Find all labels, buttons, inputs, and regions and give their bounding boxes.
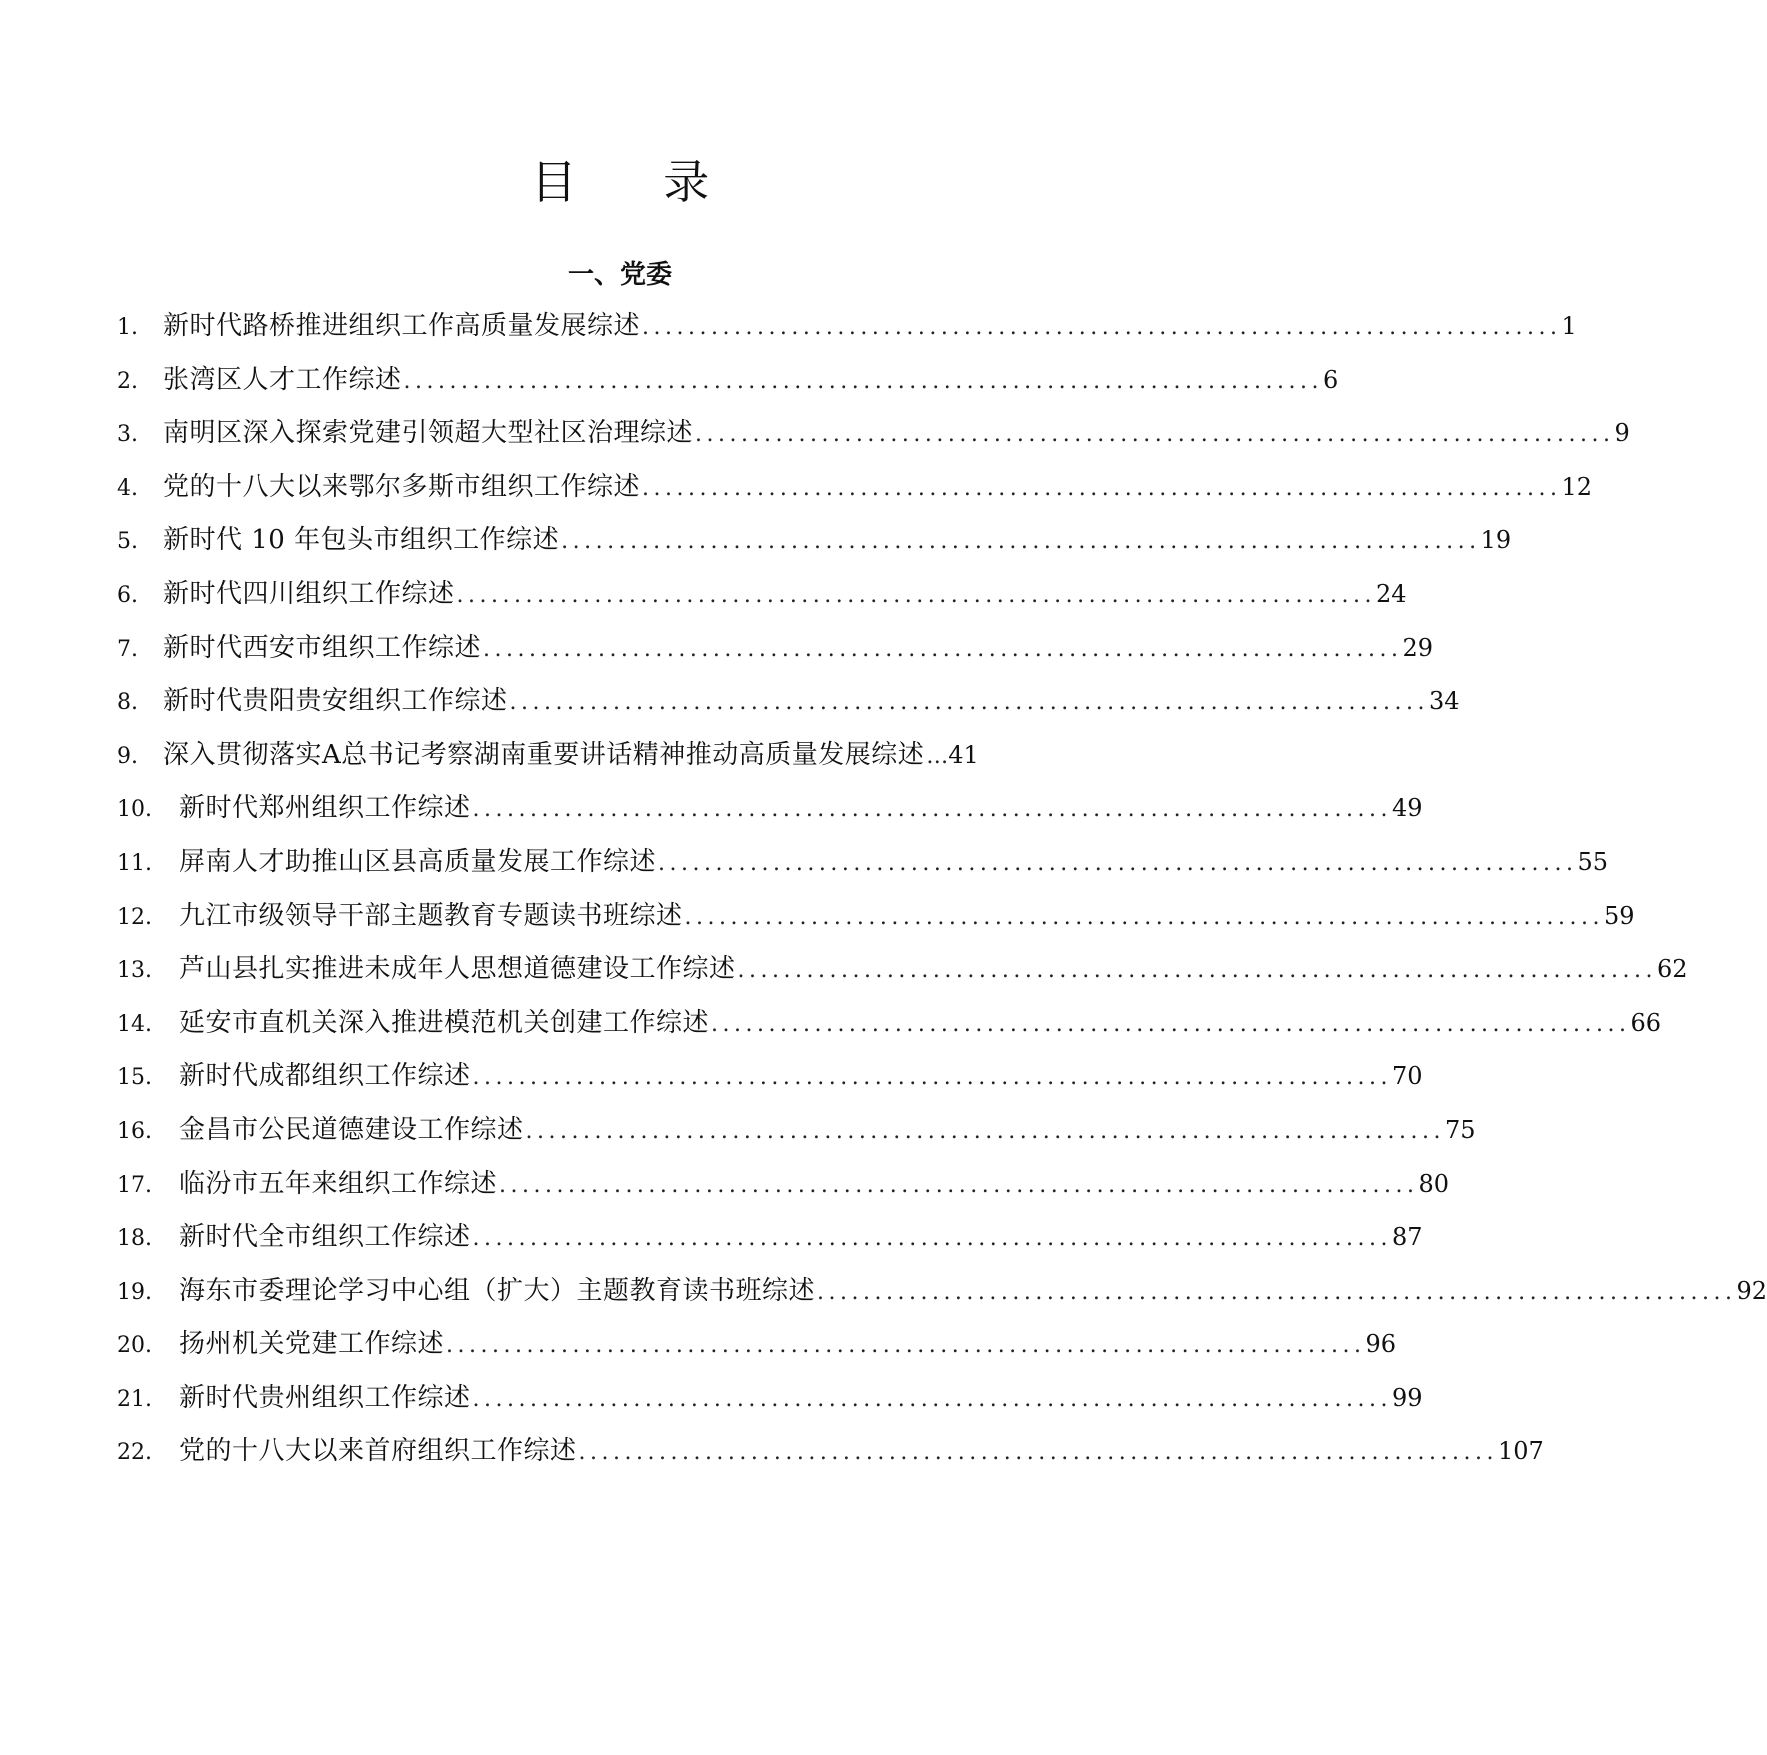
toc-entry-title: 党的十八大以来首府组织工作综述 — [179, 1436, 577, 1467]
toc-entry-page-number: 66 — [1630, 1008, 1662, 1037]
dot-leader: ................................................................................ — [642, 475, 1562, 501]
toc-entry[interactable] — [117, 844, 1609, 898]
toc-entry-title: 新时代郑州组织工作综述 — [179, 793, 471, 824]
toc-entry[interactable] — [117, 1166, 1450, 1220]
toc-entry-page-number: 62 — [1656, 955, 1688, 984]
toc-entry-number: 2. — [117, 368, 138, 394]
toc-entry[interactable] — [117, 1219, 1423, 1273]
toc-entry-page-number: 12 — [1561, 472, 1593, 501]
dot-leader: ................................................................................ — [509, 690, 1429, 716]
toc-entry[interactable] — [117, 576, 1407, 630]
toc-entry-number: 22. — [117, 1440, 152, 1466]
toc-entry-page-number: 9 — [1614, 419, 1630, 448]
toc-entry-title: 新时代贵阳贵安组织工作综述 — [163, 686, 508, 717]
dot-leader: ................................................................................ — [472, 1386, 1392, 1412]
toc-entry-page-number: 96 — [1365, 1330, 1397, 1359]
toc-entry-title: 新时代贵州组织工作综述 — [179, 1382, 471, 1413]
toc-entry-page-number: 41 — [948, 740, 979, 769]
dot-leader: ................................................................................ — [472, 1065, 1392, 1091]
dot-leader: ................................................................................ — [561, 529, 1481, 555]
toc-entry-title: 九江市级领导干部主题教育专题读书班综述 — [179, 900, 683, 931]
dot-leader: ................................................................................ — [472, 1226, 1392, 1252]
toc-entry-number: 13. — [117, 958, 152, 984]
toc-entry[interactable] — [117, 898, 1635, 952]
toc-entry[interactable] — [117, 683, 1460, 737]
toc-entry[interactable] — [117, 522, 1512, 576]
toc-entry-page-number: 80 — [1418, 1169, 1450, 1198]
toc-entry-title: 芦山县扎实推进未成年人思想道德建设工作综述 — [179, 954, 736, 985]
toc-entry-title: 临汾市五年来组织工作综述 — [179, 1168, 498, 1199]
dot-leader: ................................................................................ — [658, 850, 1578, 876]
toc-entry-number: 12. — [117, 904, 152, 930]
toc-entry[interactable] — [117, 1273, 1767, 1327]
dot-leader: ................................................................................ — [817, 1279, 1737, 1305]
toc-entry-page-number: 99 — [1391, 1383, 1423, 1412]
toc-entry[interactable] — [117, 415, 1630, 469]
toc-entry-page-number: 107 — [1497, 1437, 1544, 1466]
toc-entry-number: 15. — [117, 1065, 152, 1091]
toc-entry[interactable] — [117, 1005, 1662, 1059]
dot-leader: ................................................................................ — [403, 368, 1323, 394]
toc-entry-page-number: 29 — [1402, 633, 1434, 662]
toc-entry[interactable] — [117, 362, 1339, 416]
toc-entry-title: 新时代成都组织工作综述 — [179, 1061, 471, 1092]
toc-entry-page-number: 70 — [1391, 1062, 1423, 1091]
section-heading: 一、党委 — [567, 260, 672, 290]
toc-entry-page-number: 19 — [1480, 526, 1512, 555]
toc-entry[interactable] — [117, 630, 1434, 684]
toc-entry-title: 深入贯彻落实A总书记考察湖南重要讲话精神推动高质量发展综述 — [163, 739, 925, 770]
toc-entry-number: 3. — [117, 422, 138, 448]
table-of-contents — [117, 308, 1767, 1487]
toc-entry-number: 5. — [117, 529, 138, 555]
toc-entry-number: 6. — [117, 582, 138, 608]
toc-entry-number: 18. — [117, 1226, 152, 1252]
toc-entry-title: 南明区深入探索党建引领超大型社区治理综述 — [163, 418, 694, 449]
toc-entry-title: 新时代全市组织工作综述 — [179, 1222, 471, 1253]
toc-entry-title: 新时代西安市组织工作综述 — [163, 632, 482, 663]
toc-entry-title: 党的十八大以来鄂尔多斯市组织工作综述 — [163, 471, 641, 502]
toc-entry-page-number: 49 — [1391, 794, 1423, 823]
toc-entry[interactable] — [117, 469, 1593, 523]
dot-leader: ................................................................................ — [499, 1172, 1419, 1198]
toc-entry-title: 扬州机关党建工作综述 — [179, 1329, 445, 1360]
toc-entry-number: 21. — [117, 1386, 152, 1412]
toc-entry[interactable] — [117, 308, 1577, 362]
toc-entry-title: 金昌市公民道德建设工作综述 — [179, 1114, 524, 1145]
toc-entry-number: 11. — [117, 850, 152, 876]
toc-entry-number: 17. — [117, 1172, 152, 1198]
page-title: 目 录 — [530, 155, 746, 209]
dot-leader: ................................................................................ — [642, 315, 1562, 340]
toc-entry-title: 新时代四川组织工作综述 — [163, 578, 455, 609]
dot-leader: ................................................................................ — [711, 1011, 1631, 1037]
toc-entry-page-number: 55 — [1577, 847, 1609, 876]
dot-leader: ................................................................................ — [695, 422, 1615, 448]
toc-entry[interactable] — [117, 1058, 1423, 1112]
toc-entry-title: 张湾区人才工作综述 — [163, 364, 402, 395]
toc-entry-number: 8. — [117, 690, 138, 716]
dot-leader: ................................................................................ — [472, 797, 1392, 823]
dot-leader: … — [926, 743, 949, 769]
toc-entry-page-number: 1 — [1561, 312, 1577, 340]
toc-entry-page-number: 24 — [1375, 579, 1407, 608]
toc-entry-page-number: 34 — [1428, 687, 1460, 716]
toc-entry[interactable] — [117, 1433, 1544, 1487]
toc-entry-page-number: 87 — [1391, 1223, 1423, 1252]
toc-entry-page-number: 75 — [1444, 1115, 1476, 1144]
toc-entry-number: 7. — [117, 636, 138, 662]
toc-entry[interactable] — [117, 1112, 1476, 1166]
toc-entry[interactable] — [117, 1380, 1423, 1434]
dot-leader: ................................................................................ — [456, 582, 1376, 608]
toc-entry[interactable] — [117, 790, 1423, 844]
toc-entry-number: 1. — [117, 315, 138, 340]
toc-entry-title: 新时代 10 年包头市组织工作综述 — [163, 525, 560, 556]
toc-entry-title: 新时代路桥推进组织工作高质量发展综述 — [163, 311, 641, 341]
toc-entry[interactable] — [117, 1326, 1397, 1380]
toc-entry-number: 10. — [117, 797, 152, 823]
dot-leader: ................................................................................ — [525, 1118, 1445, 1144]
toc-entry-number: 9. — [117, 743, 138, 769]
toc-entry-number: 20. — [117, 1333, 152, 1359]
toc-entry-number: 14. — [117, 1011, 152, 1037]
toc-entry-number: 4. — [117, 475, 138, 501]
toc-entry-number: 16. — [117, 1118, 152, 1144]
toc-entry-title: 屏南人才助推山区县高质量发展工作综述 — [179, 846, 657, 877]
toc-entry-title: 延安市直机关深入推进模范机关创建工作综述 — [179, 1007, 710, 1038]
dot-leader: ................................................................................ — [684, 904, 1604, 930]
toc-entry[interactable] — [117, 951, 1688, 1005]
toc-entry-page-number: 6 — [1322, 365, 1339, 394]
dot-leader: ................................................................................ — [578, 1440, 1498, 1466]
toc-entry-page-number: 92 — [1736, 1276, 1767, 1305]
dot-leader: ................................................................................ — [483, 636, 1403, 662]
dot-leader: ................................................................................ — [446, 1333, 1366, 1359]
dot-leader: ................................................................................ — [737, 958, 1657, 984]
toc-entry-page-number: 59 — [1603, 901, 1635, 930]
toc-entry[interactable] — [117, 737, 1120, 791]
toc-entry-title: 海东市委理论学习中心组（扩大）主题教育读书班综述 — [179, 1275, 816, 1306]
toc-entry-number: 19. — [117, 1279, 152, 1305]
